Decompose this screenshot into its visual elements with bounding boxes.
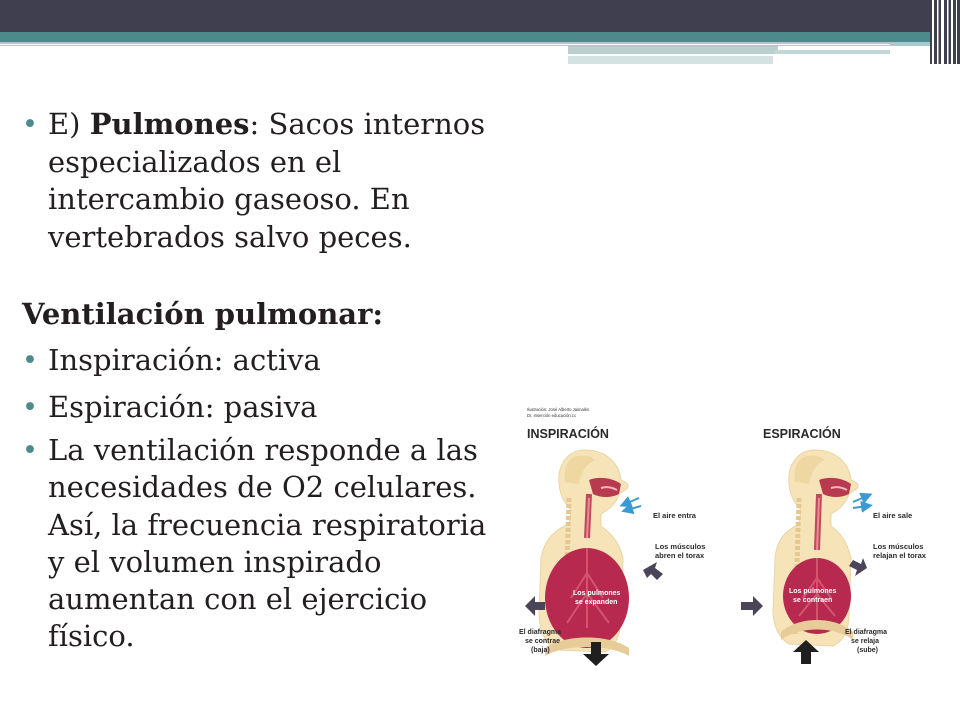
label-pulmones-2: se contraen xyxy=(793,597,833,604)
bullet-dot: • xyxy=(22,392,38,423)
label-diafragma-1: El diafragma xyxy=(845,629,888,636)
bullet-inspiracion xyxy=(22,342,518,380)
breathing-illustration xyxy=(505,398,945,698)
bullet-text: Inspiración: activa xyxy=(48,343,321,377)
bullet-text: La ventilación responde a las necesidades de O2 celulares. Así, la frecuencia respiratoria y el volumen inspirado aumentan con el ejercicio físico. xyxy=(48,433,487,654)
inspiracion-title: INSPIRACIÓN xyxy=(527,427,609,441)
inspiracion-figure xyxy=(519,426,705,666)
credit-line-2: Dr. Inserción educación.cc xyxy=(527,413,577,418)
label-musculos-1: Los músculos xyxy=(873,542,924,551)
arrow-icon xyxy=(741,596,763,616)
label-musculos-1: Los músculos xyxy=(655,542,706,551)
credit-line-1: Ilustración: José Alberto Jaimalés xyxy=(527,407,590,412)
espiracion-figure xyxy=(741,426,927,664)
label-pulmones-1: Los pulmones xyxy=(573,590,621,597)
bullet-dot: • xyxy=(22,345,38,376)
label-diafragma-2: se contrae xyxy=(525,638,561,645)
header-bar-dark xyxy=(0,0,960,32)
label-pulmones-1: Los pulmones xyxy=(789,588,837,595)
bullet-definition: : Sacos internos especializados en el intercambio gaseoso. En vertebrados salvo peces. xyxy=(48,107,486,254)
label-aire-sale: El aire sale xyxy=(873,511,913,520)
section-heading: Ventilación pulmonar: xyxy=(22,297,384,331)
label-diafragma-3: (sube) xyxy=(857,647,878,654)
bullet-text: Espiración: pasiva xyxy=(48,390,318,424)
header-accent-1 xyxy=(568,46,778,54)
bullet-prefix: E) xyxy=(48,107,90,141)
bullet-espiracion xyxy=(22,389,518,427)
label-diafragma-1: El diafragma xyxy=(519,629,562,636)
bullet-ventilacion xyxy=(22,432,493,656)
label-musculos-2: relajan el torax xyxy=(873,551,926,560)
bullet-dot: • xyxy=(22,109,38,140)
header-stripes xyxy=(930,0,960,64)
bullet-dot: • xyxy=(22,435,38,466)
header-accent-2 xyxy=(568,56,773,64)
label-aire-entra: El aire entra xyxy=(653,511,696,520)
header-line xyxy=(0,44,890,45)
label-diafragma-3: (baja) xyxy=(531,647,550,654)
header-accent-3 xyxy=(775,50,890,54)
espiracion-title: ESPIRACIÓN xyxy=(763,427,841,441)
arrow-icon xyxy=(849,558,867,576)
arrow-icon xyxy=(643,562,663,580)
header-bar-teal xyxy=(0,32,930,42)
label-pulmones-2: se expanden xyxy=(575,599,618,606)
label-diafragma-2: se relaja xyxy=(851,638,880,645)
term-pulmones: Pulmones xyxy=(89,107,250,141)
bullet-pulmones xyxy=(22,106,518,256)
label-musculos-2: abren el torax xyxy=(655,551,705,560)
